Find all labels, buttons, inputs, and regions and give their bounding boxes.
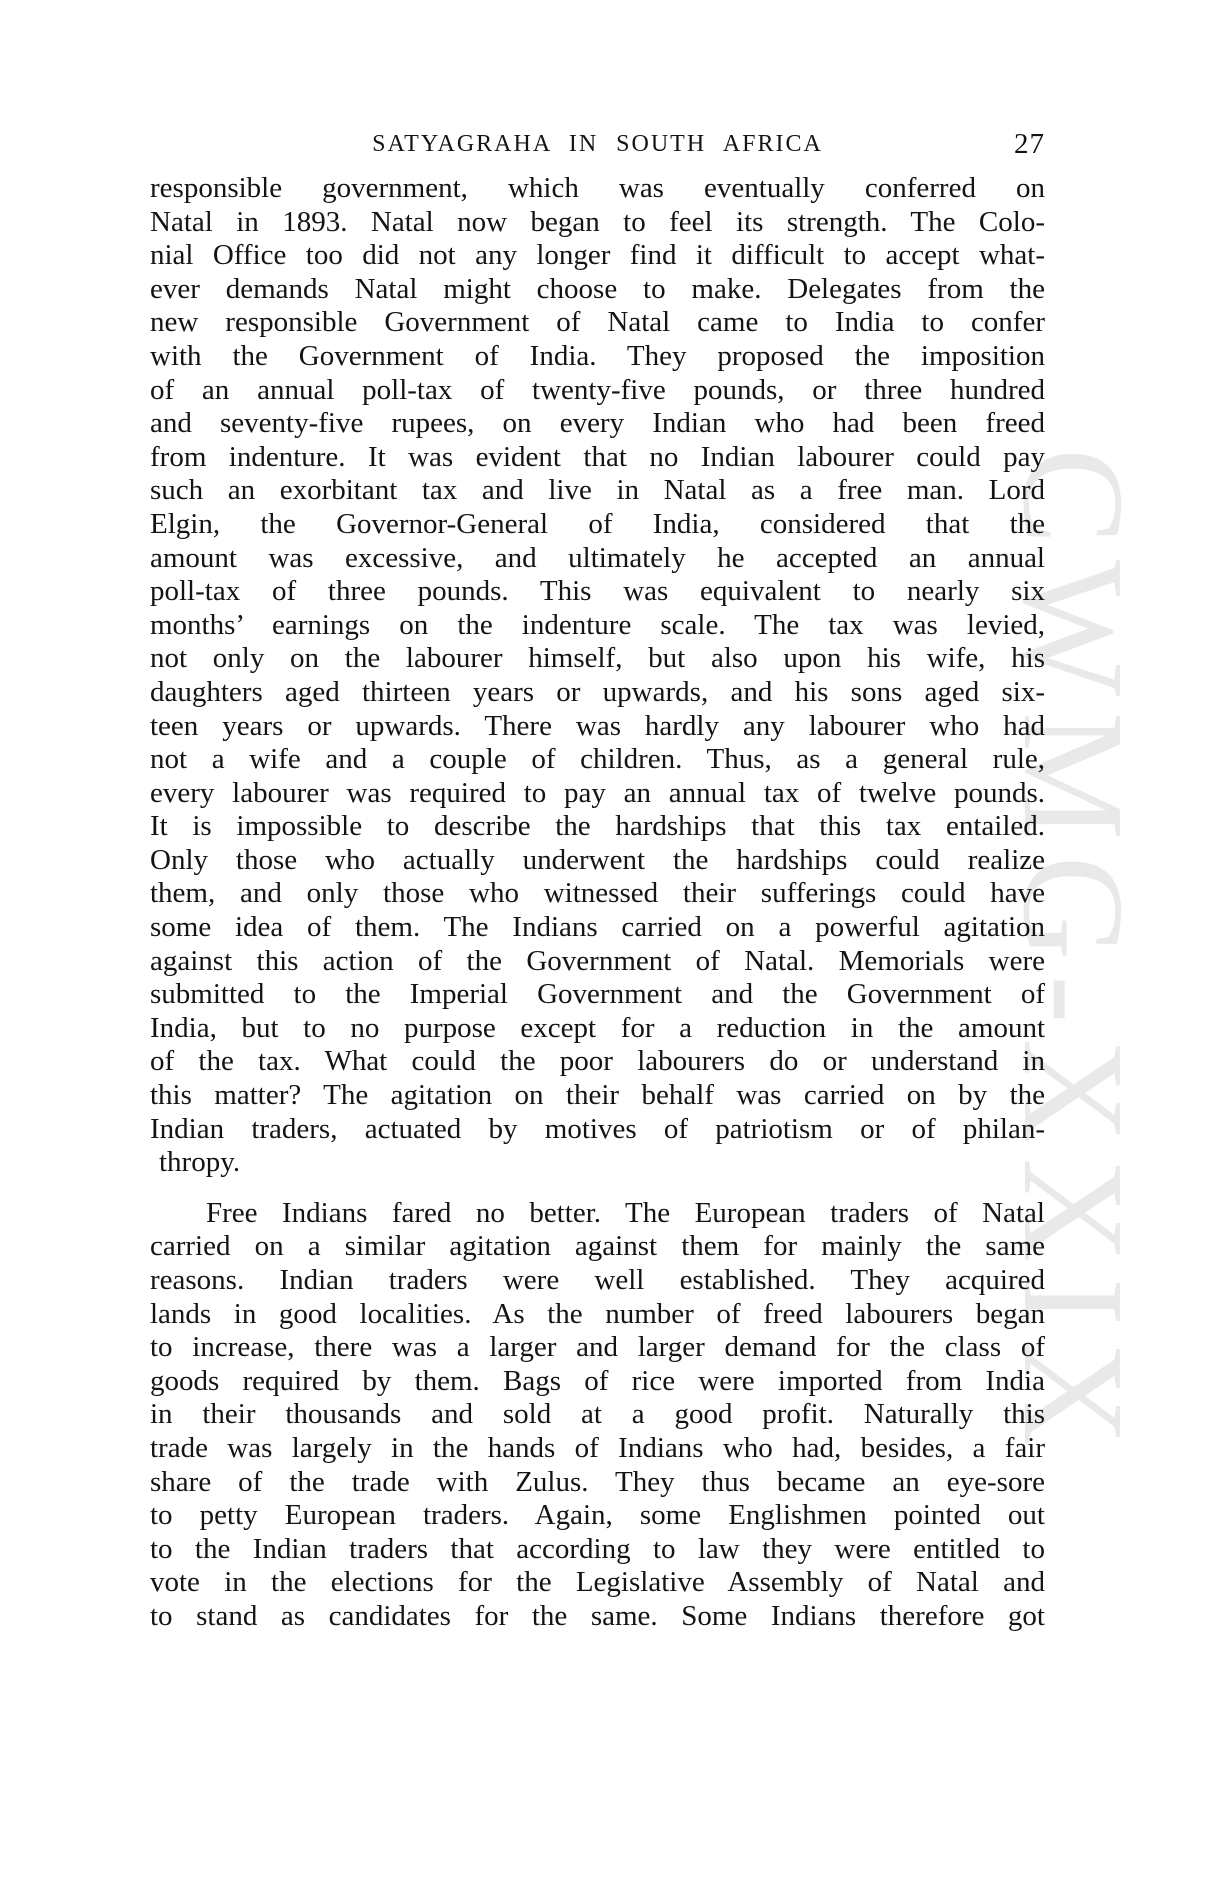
page-title: SATYAGRAHA IN SOUTH AFRICA xyxy=(372,131,823,157)
text-line: months’ earnings on the indenture scale. The tax was levied, xyxy=(150,608,1045,641)
text-line: from indenture. It was evident that no Indian labourer could pay xyxy=(150,440,1045,473)
text-line: goods required by them. Bags of rice were imported from India xyxy=(150,1364,1045,1397)
text-line: Elgin, the Governor-General of India, considered that the xyxy=(150,507,1045,540)
text-line: teen years or upwards. There was hardly any labourer who had xyxy=(150,709,1045,742)
text-line: It is impossible to describe the hardships that this tax entailed. xyxy=(150,810,1045,843)
text-line: Only those who actually underwent the hardships could realize xyxy=(150,843,1045,876)
text-line: lands in good localities. As the number of freed labourers began xyxy=(150,1297,1045,1330)
text-line: against this action of the Government of Natal. Memorials were xyxy=(150,944,1045,977)
text-line: trade was largely in the hands of Indians who had, besides, a fair xyxy=(150,1431,1045,1464)
text-line: some idea of them. The Indians carried on a powerful agitation xyxy=(150,911,1045,944)
text-line: daughters aged thirteen years or upwards, and his sons aged six- xyxy=(150,675,1045,708)
text-line: with the Government of India. They proposed the imposition xyxy=(150,339,1045,372)
text-line: reasons. Indian traders were well established. They acquired xyxy=(150,1264,1045,1296)
text-line: them, and only those who witnessed their sufferings could have xyxy=(150,877,1045,910)
text-line: in their thousands and sold at a good profit. Naturally this xyxy=(150,1398,1045,1431)
text-line: nial Office too did not any longer find it difficult to accept what- xyxy=(150,239,1045,272)
text-line: every labourer was required to pay an annual tax of twelve pounds. xyxy=(150,776,1045,809)
text-line: thropy. xyxy=(159,1146,241,1179)
paragraph xyxy=(150,1197,1045,1634)
text-line: such an exorbitant tax and live in Natal as a free man. Lord xyxy=(150,474,1045,507)
text-line: India, but to no purpose except for a reduction in the amount xyxy=(150,1011,1045,1044)
text-column xyxy=(150,172,1045,1634)
text-line: to increase, there was a larger and larger demand for the class of xyxy=(150,1331,1045,1364)
text-line: vote in the elections for the Legislative Assembly of Natal and xyxy=(150,1566,1045,1599)
text-line: submitted to the Imperial Government and the Government of xyxy=(150,978,1045,1011)
paragraph xyxy=(150,172,1045,1180)
text-line: ever demands Natal might choose to make. Delegates from the xyxy=(150,272,1045,305)
text-line: and seventy-five rupees, on every Indian who had been freed xyxy=(150,407,1045,440)
text-line: amount was excessive, and ultimately he accepted an annual xyxy=(150,541,1045,574)
text-line: to petty European traders. Again, some Englishmen pointed out xyxy=(150,1499,1045,1532)
archive-watermark: CWMG-XXIX xyxy=(993,448,1153,1461)
page-number: 27 xyxy=(1014,128,1045,160)
text-line: responsible government, which was eventually conferred on xyxy=(150,172,1045,204)
text-line: Indian traders, actuated by motives of patriotism or of philan- xyxy=(150,1112,1045,1145)
text-line: new responsible Government of Natal came to India to confer xyxy=(150,306,1045,339)
text-line: this matter? The agitation on their behalf was carried on by the xyxy=(150,1079,1045,1112)
text-line: Natal in 1893. Natal now began to feel its strength. The Colo- xyxy=(150,205,1045,238)
text-line: poll-tax of three pounds. This was equivalent to nearly six xyxy=(150,575,1045,608)
text-line: Free Indians fared no better. The European traders of Natal xyxy=(206,1196,1045,1229)
text-line: share of the trade with Zulus. They thus became an eye-sore xyxy=(150,1465,1045,1498)
text-line: not only on the labourer himself, but also upon his wife, his xyxy=(150,642,1045,675)
text-line: not a wife and a couple of children. Thus, as a general rule, xyxy=(150,743,1045,776)
text-line: of an annual poll-tax of twenty-five pounds, or three hundred xyxy=(150,373,1045,406)
text-line: carried on a similar agitation against them for mainly the same xyxy=(150,1230,1045,1263)
running-head xyxy=(150,124,1045,164)
text-line: of the tax. What could the poor labourers do or understand in xyxy=(150,1045,1045,1078)
text-line: to stand as candidates for the same. Some Indians therefore got xyxy=(150,1599,1045,1632)
text-line: to the Indian traders that according to law they were entitled to xyxy=(150,1532,1045,1565)
